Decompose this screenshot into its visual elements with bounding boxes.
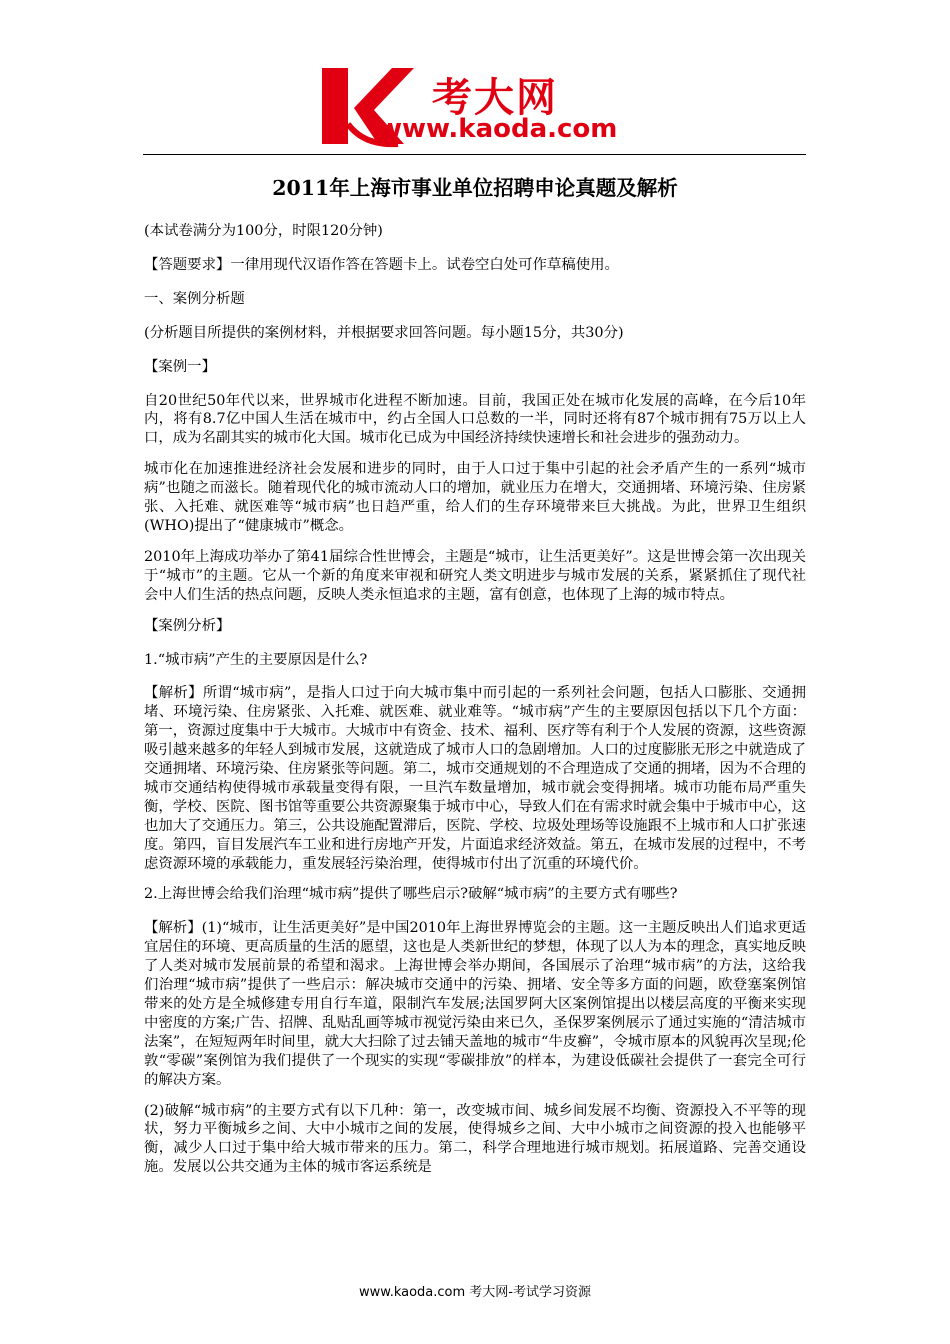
answer-2-part-2: (2)破解“城市病”的主要方式有以下几种：第一，改变城市间、城乡间发展不均衡、资源投入不平等的现状，努力平衡城乡之间、大中小城市之间的发展，使得城乡之间、大中小城市之间资源的投入也能够平衡，减少人口过于集中给大城市带来的压力。第二，科学合理地进行城市规划。拓展道路、完善交通设施。发展以公共交通为主体的城市客运系统是 — [144, 1102, 806, 1176]
case-paragraph: 自20世纪50年代以来，世界城市化进程不断加速。目前，我国正处在城市化发展的高峰，在今后10年内，将有8.7亿中国人生活在城市中，约占全国人口总数的一半，同时还将有87个城市拥有75万以上人口，成为名副其实的城市化大国。城市化已成为中国经济持续快速增长和社会进步的强劲动力。 — [144, 392, 806, 447]
kaoda-logo — [318, 64, 648, 154]
case-one-heading: 【案例一】 — [144, 358, 216, 375]
page-footer: www.kaoda.com 考大网-考试学习资源 — [359, 1285, 591, 1300]
document-title: 2011年上海市事业单位招聘申论真题及解析 — [272, 176, 678, 200]
case-paragraph: 城市化在加速推进经济社会发展和进步的同时，由于人口过于集中引起的社会矛盾产生的一系列“城市病”也随之而滋长。随着现代化的城市流动人口的增加，就业压力在增大，交通拥堵、环境污染、住房紧张、入托难、就医难等“城市病”也日趋严重，给人们的生存环境带来巨大挑战。为此，世界卫生组织(WHO)提出了“健康城市”概念。 — [144, 461, 806, 534]
exam-note: (本试卷满分为100分，时限120分钟) — [144, 223, 383, 239]
question-2: 2.上海世博会给我们治理“城市病”提供了哪些启示?破解“城市病”的主要方式有哪些? — [144, 886, 678, 903]
answer-requirements: 【答题要求】一律用现代汉语作答在答题卡上。试卷空白处可作草稿使用。 — [144, 256, 619, 273]
answer-2-part-1: 【解析】(1)“城市，让生活更美好”是中国2010年上海世界博览会的主题。这一主题反映出人们追求更适宜居住的环境、更高质量的生活的愿望，这也是人类新世纪的梦想，体现了以人为本的理念，真实地反映了人类对城市发展前景的希望和渴求。上海世博会举办期间，各国展示了治理“城市病”的方法，这给我们治理“城市病”提供了一些启示：解决城市交通中的污染、拥堵、安全等多方面的问题，欧登塞案例馆带来的处方是全城修建专用自行车道，限制汽车发展;法国罗阿大区案例馆提出以楼层高度的平衡来实现中密度的方案;广告、招牌、乱贴乱画等城市视觉污染由来已久，圣保罗案例展示了通过实施的“清洁城市法案”，在短短两年时间里，就大大扫除了过去铺天盖地的城市“牛皮癣”，令城市原本的风貌再次呈现;伦敦“零碳”案例馆为我们提供了一个现实的实现“零碳排放”的样本，为建设低碳社会提供了一套完全可行的解决方案。 — [144, 920, 806, 1088]
section-heading: 一、案例分析题 — [144, 290, 245, 307]
header-divider — [143, 154, 806, 155]
case-paragraph: 2010年上海成功举办了第41届综合性世博会，主题是“城市，让生活更美好”。这是世博会第一次出现关于“城市”的主题。它从一个新的角度来审视和研究人类文明进步与城市发展的关系，紧紧抓住了现代社会中人们生活的热点问题，反映人类永恒追求的主题，富有创意，也体现了上海的城市特点。 — [144, 548, 806, 603]
question-1: 1.“城市病”产生的主要原因是什么? — [144, 651, 368, 668]
logo-name: 考大网 — [432, 75, 558, 121]
logo-url: www.kaoda.com — [378, 114, 618, 144]
answer-1: 【解析】所谓“城市病”，是指人口过于向大城市集中而引起的一系列社会问题，包括人口膨胀、交通拥堵、环境污染、住房紧张、入托难、就医难、就业难等。“城市病”产生的主要原因包括以下几个方面：第一，资源过度集中于大城市。大城市中有资金、技术、福利、医疗等有利于个人发展的资源，这些资源吸引越来越多的年轻人到城市发展，这就造成了城市人口的急剧增加。人口的过度膨胀无形之中就造成了交通拥堵、环境污染、住房紧张等问题。第二，城市交通规划的不合理造成了交通的拥堵，因为不合理的城市交通结构使得城市承载量变得有限，一旦汽车数量增加，城市就会变得拥堵。城市功能布局严重失衡，学校、医院、图书馆等重要公共资源聚集于城市中心，导致人们在有需求时就会集中于城市中心，这也加大了交通压力。第三，公共设施配置滞后，医院、学校、垃圾处理场等设施跟不上城市和人口扩张速度。第四，盲目发展汽车工业和进行房地产开发，片面追求经济效益。第五，在城市发展的过程中，不考虑资源环境的承载能力，重发展轻污染治理，使得城市付出了沉重的环境代价。 — [144, 685, 806, 872]
section-instructions: (分析题目所提供的案例材料，并根据要求回答问题。每小题15分，共30分) — [144, 324, 624, 341]
case-analysis-heading: 【案例分析】 — [144, 617, 231, 634]
document-body — [144, 166, 806, 1189]
